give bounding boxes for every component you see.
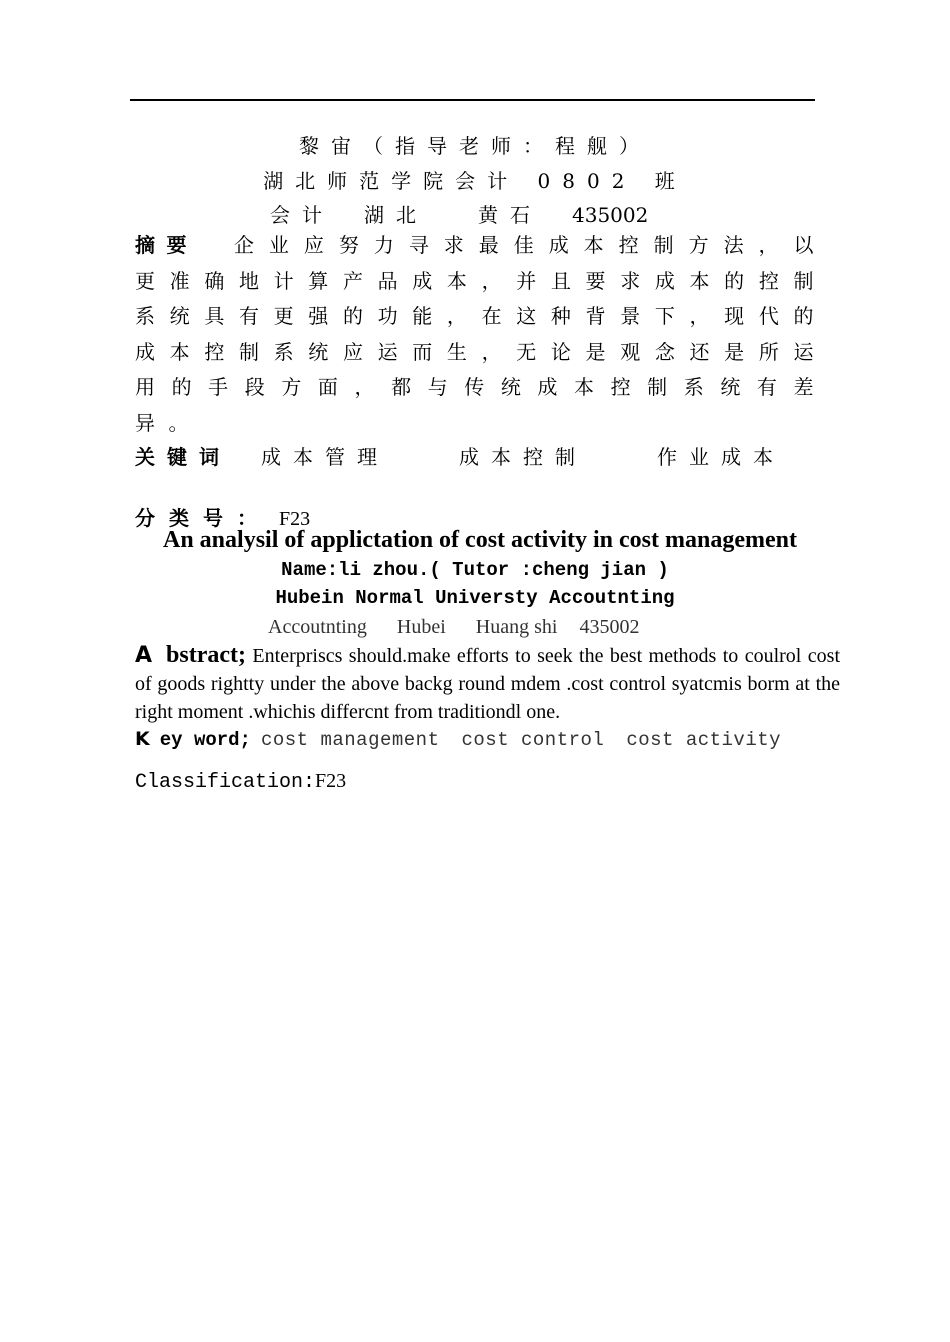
en-school-line: Hubein Normal Universty Accoutnting xyxy=(275,587,675,609)
en-title: An analysil of applictation of cost activity in cost management xyxy=(163,527,797,553)
en-abstract xyxy=(135,641,840,726)
cn-address-dept: 会计 xyxy=(270,203,334,227)
cn-address-city: 黄石 xyxy=(478,203,542,227)
en-name-line: Name:li zhou.( Tutor :cheng jian ) xyxy=(281,559,669,581)
cn-abstract-label: 摘要 xyxy=(135,233,198,257)
en-address-postcode: 435002 xyxy=(579,616,640,638)
cn-address-line xyxy=(270,199,648,228)
en-abstract-label-rest: bstract; xyxy=(166,642,246,668)
en-abstract-text: Enterpriscs should.make efforts to seek the best methods to coulrol cost of goods rightty under the above backg round mdem .cost control syatcmis borm at the right moment .whichis differcnt from traditiondl one. xyxy=(135,645,840,723)
en-keywords-label-initial: K xyxy=(135,728,150,750)
cn-school-line: 湖北师范学院会计 0802 班 xyxy=(263,169,687,193)
en-keyword-1: cost management xyxy=(260,729,440,751)
en-keyword-2: cost control xyxy=(461,729,605,751)
en-keywords-label xyxy=(135,729,251,751)
en-address-city: Huang shi xyxy=(475,616,558,638)
en-abstract-label xyxy=(135,642,246,668)
en-classification-value: F23 xyxy=(315,770,347,792)
cn-keyword-1: 成本管理 xyxy=(261,445,389,469)
en-address-line xyxy=(268,616,639,639)
en-keywords xyxy=(135,728,781,751)
en-classification-label: Classification: xyxy=(135,771,316,794)
en-keywords-label-rest: ey word; xyxy=(159,729,251,751)
header-rule xyxy=(130,99,815,101)
en-abstract-label-initial: A xyxy=(135,643,153,668)
cn-keywords-label: 关键词 xyxy=(135,445,231,469)
en-address-dept: Accoutnting xyxy=(268,616,367,638)
cn-abstract xyxy=(135,228,827,441)
cn-keywords xyxy=(135,443,827,471)
cn-address-postcode: 435002 xyxy=(572,203,649,227)
cn-classification-value: F23 xyxy=(279,508,311,530)
en-keyword-3: cost activity xyxy=(626,729,782,751)
cn-keyword-2: 成本控制 xyxy=(459,445,587,469)
en-classification xyxy=(135,768,346,794)
cn-keyword-3: 作业成本 xyxy=(657,445,785,469)
cn-address-province: 湖北 xyxy=(364,203,428,227)
cn-abstract-text: 企业应努力寻求最佳成本控制方法，以更准确地计算产品成本，并且要求成本的控制系统具有更强的功能，在这种背景下，现代的成本控制系统应运而生，无论是观念还是所运用的手段方面，都与传统成本控制系统有差异。 xyxy=(135,233,828,435)
en-address-province: Hubei xyxy=(396,616,446,638)
cn-author-line: 黎宙（指导老师：程舰） xyxy=(299,134,651,158)
cn-classification-label: 分类号： xyxy=(135,506,271,530)
